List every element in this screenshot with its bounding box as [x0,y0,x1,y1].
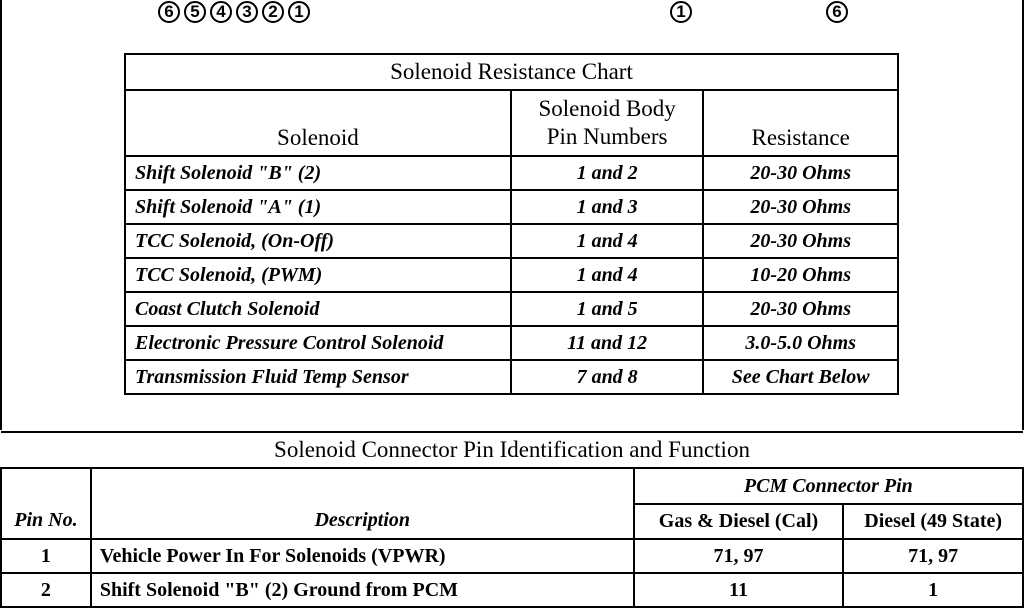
connector-pin-label-right-first: 1 [670,1,692,23]
solenoid-name: Transmission Fluid Temp Sensor [125,360,511,394]
header-pin-numbers-line1: Solenoid Body [538,96,676,121]
table-row [125,292,898,326]
table-row [1,539,1023,573]
solenoid-name: Electronic Pressure Control Solenoid [125,326,511,360]
pin-description: Vehicle Power In For Solenoids (VPWR) [91,539,634,573]
pin-number: 1 [1,539,91,573]
connector-pin-label: 3 [236,1,258,23]
header-pin-numbers [511,90,704,156]
table-row [125,190,898,224]
table-row [125,258,898,292]
solenoid-name: TCC Solenoid, (PWM) [125,258,511,292]
header-resistance: Resistance [703,90,898,156]
solenoid-name: Shift Solenoid "A" (1) [125,190,511,224]
table-row [125,360,898,394]
resistance-table-title: Solenoid Resistance Chart [125,54,898,90]
page-border-left [0,0,2,430]
solenoid-resistance: 3.0-5.0 Ohms [703,326,898,360]
pin-diesel-49-state: 1 [843,573,1023,607]
header-description [91,468,634,539]
solenoid-pins: 11 and 12 [511,326,704,360]
solenoid-pins: 1 and 3 [511,190,704,224]
pin-identification-table [0,431,1024,608]
solenoid-name: Coast Clutch Solenoid [125,292,511,326]
header-gas-diesel-cal: Gas & Diesel (Cal) [634,504,844,539]
pin-gas-diesel-cal: 71, 97 [634,539,844,573]
header-pin-numbers-line2: Pin Numbers [546,124,668,149]
connector-pin-group-left [158,0,314,28]
solenoid-name: TCC Solenoid, (On-Off) [125,224,511,258]
connector-pin-label: 6 [158,1,180,23]
pin-diesel-49-state: 71, 97 [843,539,1023,573]
solenoid-resistance: 20-30 Ohms [703,224,898,258]
header-diesel-49-state: Diesel (49 State) [843,504,1023,539]
header-pcm-connector-pin: PCM Connector Pin [634,468,1023,504]
header-pin-no [1,468,91,539]
solenoid-resistance: 20-30 Ohms [703,156,898,190]
solenoid-resistance: 20-30 Ohms [703,190,898,224]
solenoid-pins: 7 and 8 [511,360,704,394]
solenoid-name: Shift Solenoid "B" (2) [125,156,511,190]
pin-description: Shift Solenoid "B" (2) Ground from PCM [91,573,634,607]
solenoid-pins: 1 and 4 [511,258,704,292]
connector-pin-label-right-last: 6 [826,1,848,23]
solenoid-resistance: See Chart Below [703,360,898,394]
table-row [125,156,898,190]
solenoid-pins: 1 and 5 [511,292,704,326]
connector-pin-label: 2 [262,1,284,23]
table-row [125,224,898,258]
connector-pin-label: 1 [288,1,310,23]
header-description-label: Description [314,509,411,531]
header-solenoid: Solenoid [125,90,511,156]
solenoid-resistance: 10-20 Ohms [703,258,898,292]
pin-number: 2 [1,573,91,607]
header-pin-no-label: Pin No. [14,509,78,531]
table-row [125,326,898,360]
solenoid-pins: 1 and 4 [511,224,704,258]
solenoid-resistance-table [124,53,899,395]
pin-table-title: Solenoid Connector Pin Identification and Function [1,432,1023,468]
pin-gas-diesel-cal: 11 [634,573,844,607]
connector-pin-label: 4 [210,1,232,23]
table-row [1,573,1023,607]
solenoid-pins: 1 and 2 [511,156,704,190]
connector-pin-label: 5 [184,1,206,23]
solenoid-resistance: 20-30 Ohms [703,292,898,326]
